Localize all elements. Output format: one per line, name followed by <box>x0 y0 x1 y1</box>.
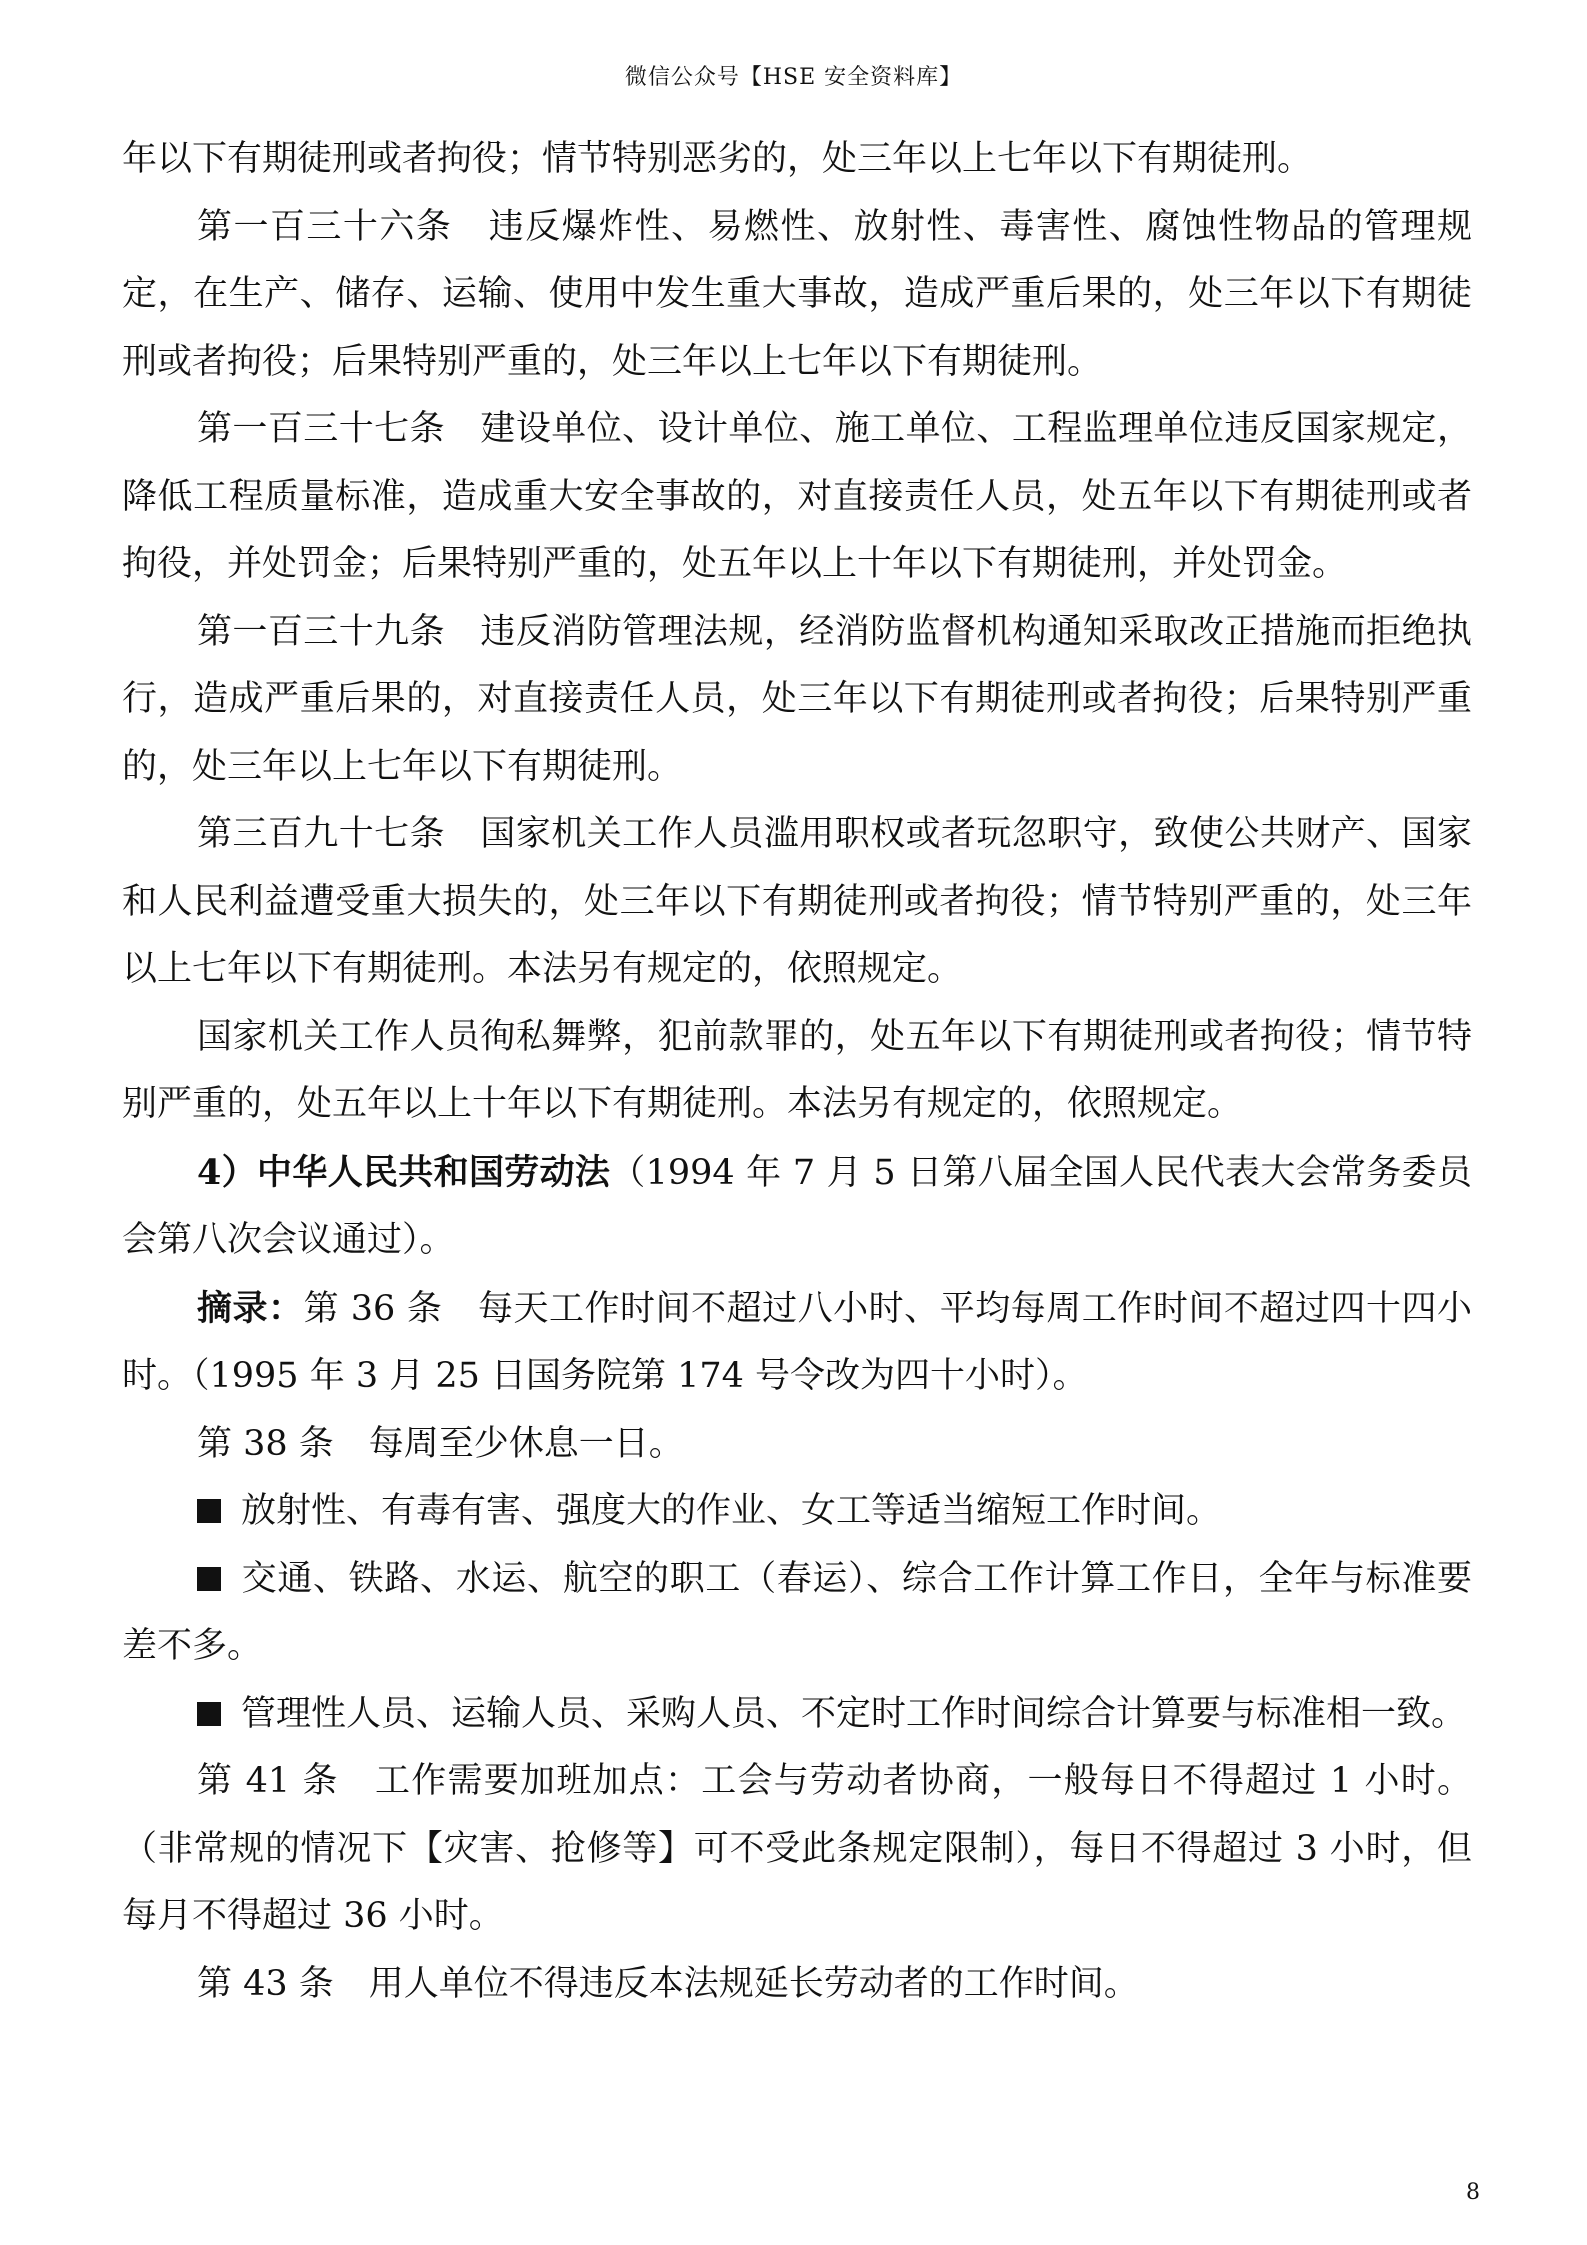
square-bullet-icon <box>197 1499 221 1523</box>
excerpt-article-36 <box>122 1275 1472 1411</box>
bullet-text: 交通、铁路、水运、航空的职工（春运）、综合工作计算工作日，全年与标准要差不多。 <box>122 1558 1472 1666</box>
labor-law-adoption-note: （1994 年 7 月 5 日第八届全国人民代表大会常务委员会第八次会议通过）。 <box>122 1152 1472 1260</box>
document-body <box>122 126 1472 2018</box>
square-bullet-icon <box>197 1567 221 1591</box>
article-397-second-clause: 国家机关工作人员徇私舞弊，犯前款罪的，处五年以下有期徒刑或者拘役；情节特别严重的，处五年以上十年以下有期徒刑。本法另有规定的，依照规定。 <box>122 1016 1472 1124</box>
excerpt-label: 摘录： <box>197 1287 304 1329</box>
article-139: 第一百三十九条 违反消防管理法规，经消防监督机构通知采取改正措施而拒绝执行，造成严重后果的，对直接责任人员，处三年以下有期徒刑或者拘役；后果特别严重的，处三年以上七年以下有期徒刑。 <box>122 611 1472 787</box>
article-137: 第一百三十七条 建设单位、设计单位、施工单位、工程监理单位违反国家规定，降低工程质量标准，造成重大安全事故的，对直接责任人员，处五年以下有期徒刑或者拘役，并处罚金；后果特别严重的，处五年以上十年以下有期徒刑，并处罚金。 <box>122 409 1472 584</box>
article-41: 第 41 条 工作需要加班加点：工会与劳动者协商，一般每日不得超过 1 小时。（非常规的情况下【灾害、抢修等】可不受此条规定限制），每日不得超过 3 小时，但每月不得超过 36 小时。 <box>122 1761 1472 1936</box>
paragraph-continuation: 年以下有期徒刑或者拘役；情节特别恶劣的，处三年以上七年以下有期徒刑。 <box>122 139 1313 179</box>
excerpt-text: 第 36 条 每天工作时间不超过八小时、平均每周工作时间不超过四十四小时。（1995 年 3 月 25 日国务院第 174 号令改为四十小时）。 <box>122 1288 1472 1396</box>
article-397: 第三百九十七条 国家机关工作人员滥用职权或者玩忽职守，致使公共财产、国家和人民利益遭受重大损失的，处三年以下有期徒刑或者拘役；情节特别严重的，处三年以上七年以下有期徒刑。本法另有规定的，依照规定。 <box>122 814 1472 989</box>
bullet-item <box>122 1546 1472 1681</box>
page-number: 8 <box>1466 2180 1480 2205</box>
article-43: 第 43 条 用人单位不得违反本法规延长劳动者的工作时间。 <box>197 1963 1139 2004</box>
labor-law-title: 4）中华人民共和国劳动法 <box>197 1151 611 1193</box>
article-136: 第一百三十六条 违反爆炸性、易燃性、放射性、毒害性、腐蚀性物品的管理规定，在生产、储存、运输、使用中发生重大事故，造成严重后果的，处三年以下有期徒刑或者拘役；后果特别严重的，处三年以上七年以下有期徒刑。 <box>122 206 1472 382</box>
bullet-text: 管理性人员、运输人员、采购人员、不定时工作时间综合计算要与标准相一致。 <box>241 1693 1467 1734</box>
article-38: 第 38 条 每周至少休息一日。 <box>197 1423 684 1464</box>
bullet-text: 放射性、有毒有害、强度大的作业、女工等适当缩短工作时间。 <box>241 1491 1222 1531</box>
bullet-item <box>122 1681 1472 1749</box>
page-header: 微信公众号【HSE 安全资料库】 <box>624 65 963 90</box>
labor-law-heading <box>122 1139 1472 1275</box>
square-bullet-icon <box>197 1702 221 1726</box>
bullet-item <box>122 1478 1472 1546</box>
